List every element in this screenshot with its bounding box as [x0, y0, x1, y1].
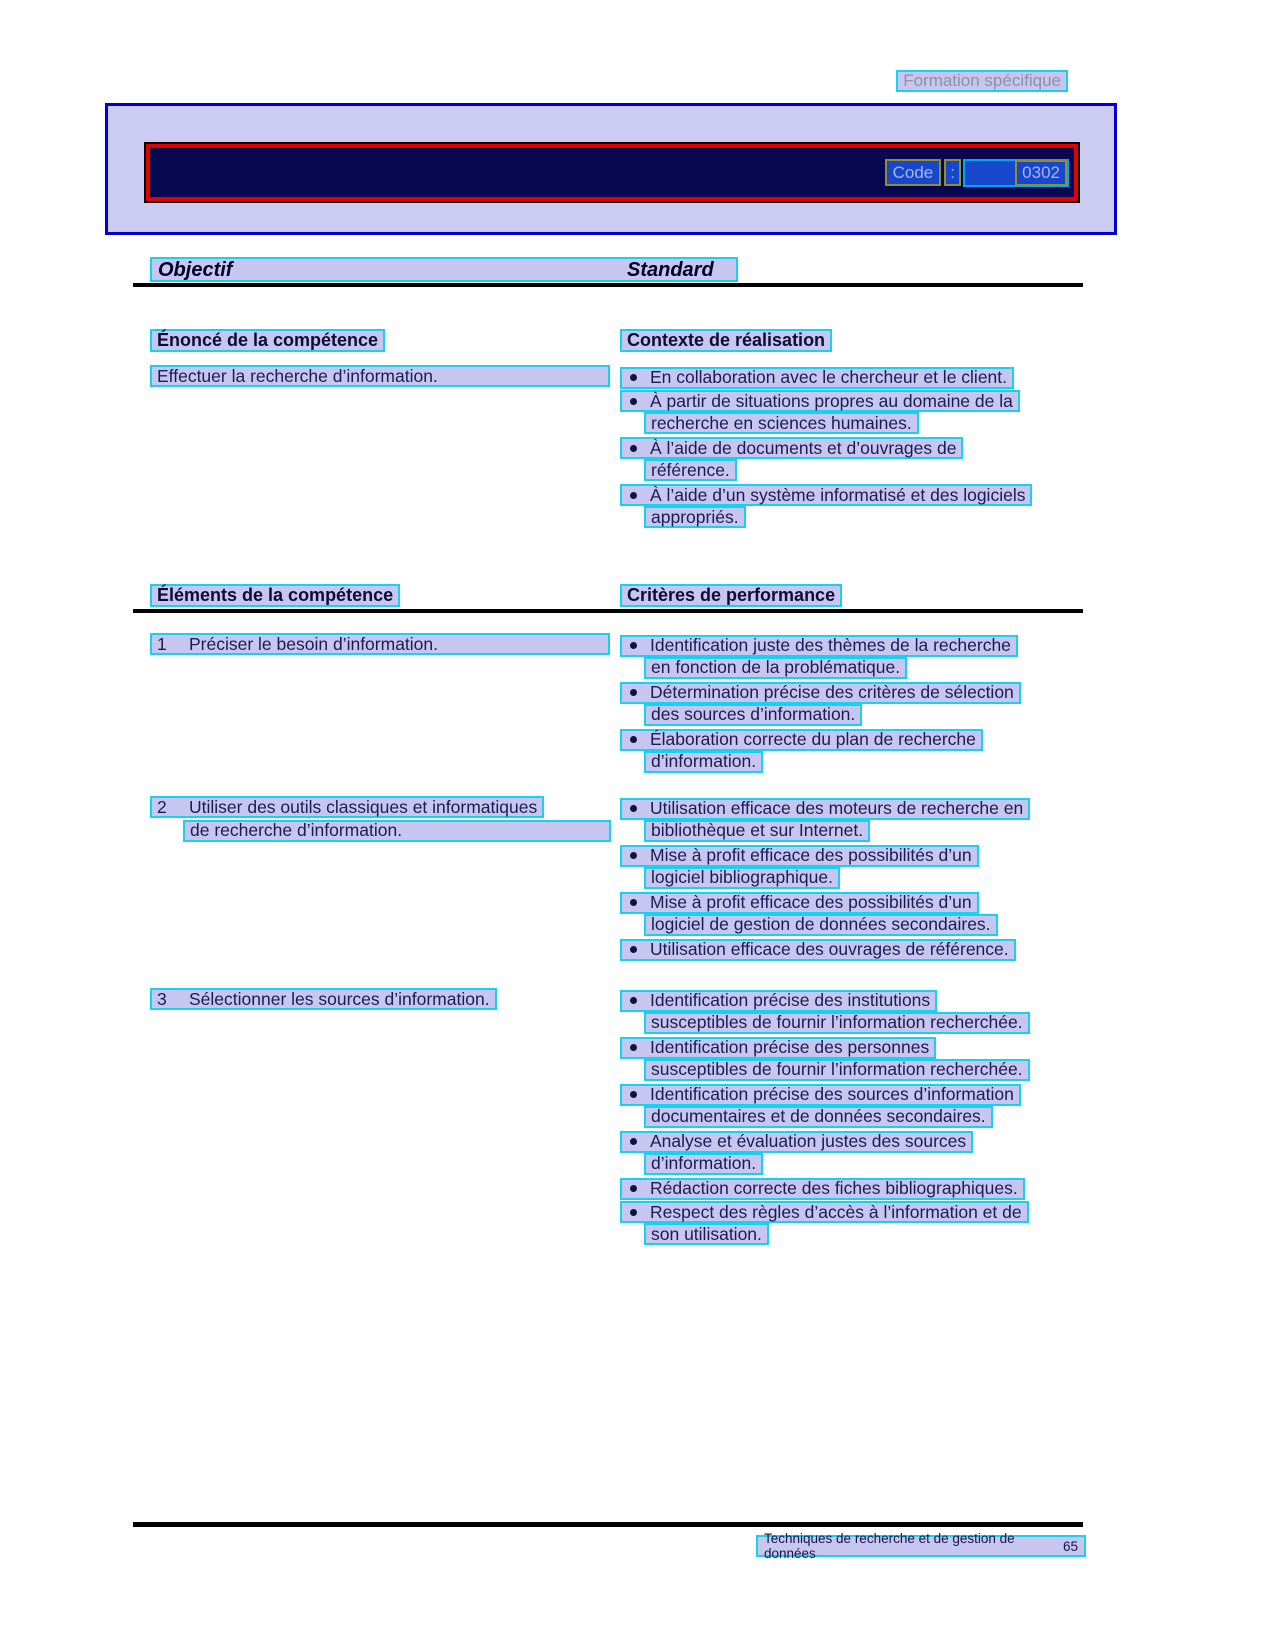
item-number: 2	[157, 796, 167, 817]
text-line	[620, 988, 1090, 1012]
text-line	[620, 937, 1090, 961]
text-line	[620, 680, 1090, 704]
bullet-icon	[630, 1209, 637, 1216]
text-content: recherche en sciences humaines.	[651, 412, 912, 433]
bullet-icon	[630, 1185, 637, 1192]
footer-page-number: 65	[1062, 1538, 1078, 1554]
bullet-icon	[630, 492, 637, 499]
section2-right-header-text: Critères de performance	[620, 584, 842, 607]
text-highlight	[644, 704, 862, 726]
text-highlight	[620, 729, 983, 751]
text-content: en fonction de la problématique.	[651, 657, 901, 677]
bullet-icon	[630, 1091, 637, 1098]
text-content: Identification précise des personnes	[650, 1037, 930, 1057]
text-highlight	[644, 657, 907, 679]
text-line	[644, 914, 1090, 938]
text-highlight	[183, 820, 611, 842]
column-header-standard: Standard	[627, 259, 714, 281]
item-1-element	[150, 633, 620, 657]
text-content: d’information.	[651, 1153, 757, 1173]
text-line	[620, 389, 1090, 413]
column-header-objectif: Objectif	[158, 259, 233, 281]
bullet-icon	[630, 805, 637, 812]
text-highlight	[644, 412, 919, 434]
text-highlight	[620, 635, 1018, 657]
section1-right-header-text: Contexte de réalisation	[620, 329, 832, 352]
text-highlight	[620, 1131, 973, 1153]
text-highlight	[644, 1059, 1030, 1081]
text-content: susceptibles de fournir l’information recherchée.	[651, 1012, 1023, 1032]
code-value: 0302	[1015, 160, 1067, 186]
text-line	[620, 796, 1090, 820]
text-content: Identification précise des institutions	[650, 990, 931, 1010]
item-number: 3	[157, 988, 167, 1009]
text-highlight	[620, 990, 937, 1012]
code-value-strip	[963, 159, 1069, 187]
code-separator: :	[944, 159, 961, 186]
section1-left-header	[150, 329, 385, 352]
bullet-icon	[630, 1138, 637, 1145]
text-content: Analyse et évaluation justes des sources	[650, 1131, 967, 1151]
text-content: son utilisation.	[651, 1223, 762, 1244]
bullet-icon	[630, 946, 637, 953]
text-highlight	[620, 1201, 1029, 1223]
text-highlight	[644, 1153, 763, 1175]
text-line	[644, 412, 1090, 436]
divider-rule-top	[133, 283, 1083, 287]
text-content: Mise à profit efficace des possibilités d’un	[650, 845, 972, 865]
text-content: logiciel de gestion de données secondaires.	[651, 914, 991, 934]
text-line	[620, 1200, 1090, 1224]
bullet-icon	[630, 445, 637, 452]
text-line	[620, 727, 1090, 751]
text-highlight	[150, 633, 610, 655]
text-content: des sources d’information.	[651, 704, 856, 724]
text-highlight	[644, 914, 998, 936]
text-highlight	[620, 845, 979, 867]
text-highlight	[620, 1084, 1021, 1106]
text-line	[644, 867, 1090, 891]
text-line	[644, 704, 1090, 728]
text-content: Détermination précise des critères de sélection	[650, 682, 1014, 702]
footer-title: Techniques de recherche et de gestion de données	[764, 1531, 1015, 1561]
text-content: documentaires et de données secondaires.	[651, 1106, 986, 1126]
item-3-criteria	[620, 988, 1090, 1247]
section2-left-header	[150, 584, 400, 607]
text-content: À l’aide de documents et d’ouvrages de	[650, 437, 957, 458]
text-line	[644, 1223, 1090, 1247]
text-line	[620, 483, 1090, 507]
text-line	[644, 506, 1090, 530]
context-bullet-list	[620, 365, 1090, 530]
section2-left-header-text: Éléments de la compétence	[150, 584, 400, 607]
text-line	[620, 633, 1090, 657]
bullet-icon	[630, 642, 637, 649]
text-content: appropriés.	[651, 506, 739, 527]
text-content: référence.	[651, 459, 730, 480]
text-content: susceptibles de fournir l’information recherchée.	[651, 1059, 1023, 1079]
bullet-icon	[630, 997, 637, 1004]
text-line	[644, 1153, 1090, 1177]
text-line	[644, 459, 1090, 483]
footer	[756, 1531, 1086, 1561]
text-line	[620, 1129, 1090, 1153]
text-line	[183, 820, 620, 844]
item-number: 1	[157, 633, 167, 654]
text-line	[620, 843, 1090, 867]
text-highlight	[644, 459, 737, 481]
text-content: Préciser le besoin d’information.	[189, 633, 439, 654]
text-content: Utiliser des outils classiques et informatiques	[189, 796, 538, 817]
text-line	[150, 365, 620, 389]
text-content: Identification précise des sources d’information	[650, 1084, 1014, 1104]
section1-left-header-text: Énoncé de la compétence	[150, 329, 385, 352]
text-content: Sélectionner les sources d’information.	[189, 988, 490, 1009]
bullet-icon	[630, 1044, 637, 1051]
footer-rule	[133, 1522, 1083, 1527]
text-content: Identification juste des thèmes de la recherche	[650, 635, 1011, 655]
text-highlight	[620, 437, 963, 459]
section2-right-header	[620, 584, 842, 607]
text-content: d’information.	[651, 751, 757, 771]
text-line	[644, 751, 1090, 775]
bullet-icon	[630, 374, 637, 381]
text-line	[620, 1035, 1090, 1059]
text-line	[620, 365, 1090, 389]
formation-specifique-label	[896, 70, 1068, 92]
formation-specifique-text: Formation spécifique	[903, 71, 1061, 90]
text-content: Rédaction correcte des fiches bibliographiques.	[650, 1178, 1018, 1198]
text-line	[644, 657, 1090, 681]
text-highlight	[620, 892, 979, 914]
text-highlight	[620, 484, 1032, 506]
text-highlight	[644, 1223, 769, 1245]
text-content: bibliothèque et sur Internet.	[651, 820, 864, 840]
text-content: de recherche d’information.	[190, 820, 403, 840]
text-line	[620, 890, 1090, 914]
divider-rule-middle	[133, 609, 1083, 613]
text-line	[620, 436, 1090, 460]
item-2-criteria	[620, 796, 1090, 961]
text-content: Effectuer la recherche d’information.	[157, 365, 438, 386]
bullet-icon	[630, 736, 637, 743]
text-content: À partir de situations propres au domaine de la	[650, 390, 1013, 411]
text-highlight	[620, 798, 1030, 820]
text-line	[150, 796, 620, 820]
item-3-element	[150, 988, 620, 1012]
text-highlight	[620, 367, 1014, 389]
bullet-icon	[630, 689, 637, 696]
text-highlight	[644, 751, 763, 773]
text-highlight	[644, 867, 840, 889]
item-2-element	[150, 796, 620, 843]
text-line	[620, 1176, 1090, 1200]
text-highlight	[620, 682, 1021, 704]
competence-statement	[150, 365, 620, 389]
bullet-icon	[630, 899, 637, 906]
section1-right-header	[620, 329, 832, 352]
text-line	[644, 1059, 1090, 1083]
text-content: Respect des règles d’accès à l’information et de	[650, 1201, 1022, 1222]
text-highlight	[150, 365, 610, 387]
text-highlight	[644, 1106, 993, 1128]
title-panel	[146, 144, 1078, 201]
text-content: Utilisation efficace des moteurs de recherche en	[650, 798, 1024, 818]
item-1-criteria	[620, 633, 1090, 774]
text-line	[644, 1012, 1090, 1036]
text-line	[644, 820, 1090, 844]
text-highlight	[150, 796, 544, 818]
text-highlight	[620, 939, 1016, 961]
text-highlight	[620, 390, 1020, 412]
code-label: Code	[885, 159, 942, 186]
text-content: En collaboration avec le chercheur et le client.	[650, 367, 1008, 387]
text-highlight	[644, 506, 746, 528]
text-highlight	[150, 988, 497, 1010]
text-highlight	[620, 1178, 1025, 1200]
text-line	[620, 1082, 1090, 1106]
text-content: À l’aide d’un système informatisé et des logiciels	[650, 484, 1026, 505]
text-line	[150, 633, 620, 657]
text-content: Mise à profit efficace des possibilités d’un	[650, 892, 972, 912]
text-content: logiciel bibliographique.	[651, 867, 833, 887]
column-header-bar	[150, 257, 738, 282]
text-content: Utilisation efficace des ouvrages de référence.	[650, 939, 1009, 959]
text-line	[150, 988, 620, 1012]
text-highlight	[644, 820, 870, 842]
text-highlight	[620, 1037, 936, 1059]
text-line	[644, 1106, 1090, 1130]
text-highlight	[644, 1012, 1030, 1034]
text-content: Élaboration correcte du plan de recherche	[650, 729, 976, 749]
bullet-icon	[630, 398, 637, 405]
bullet-icon	[630, 852, 637, 859]
